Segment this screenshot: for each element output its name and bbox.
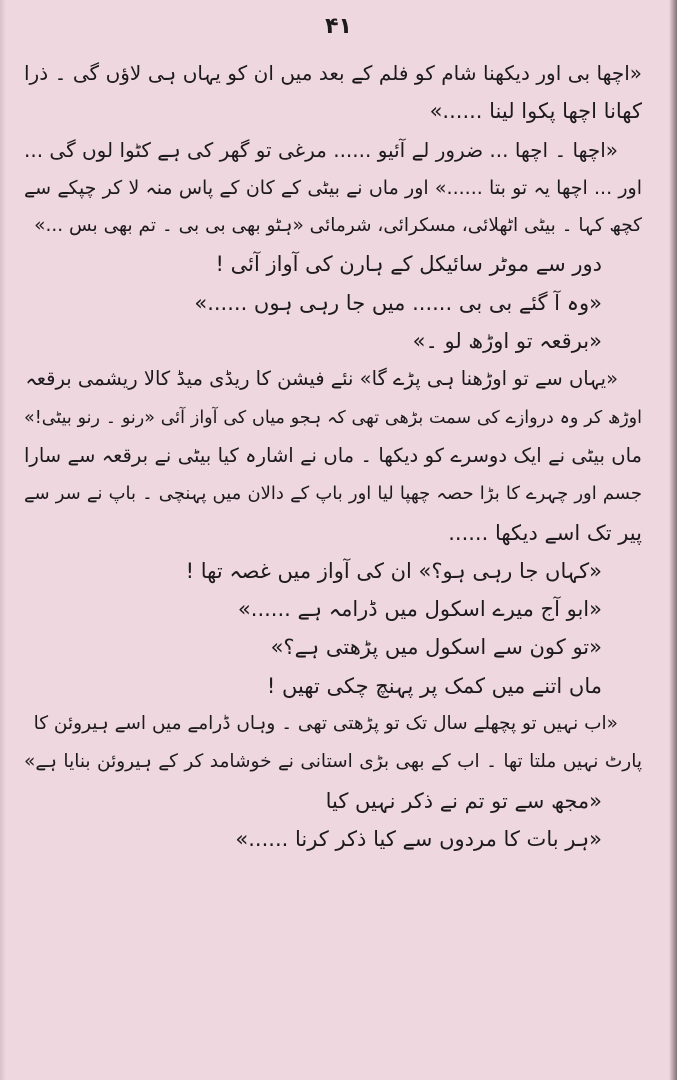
text-line: ماں اتنے میں کمک پر پہنچ چکی تھیں ! — [266, 673, 602, 698]
page-edge-shadow — [669, 0, 677, 1080]
text-line: پیر تک اسے دیکھا ...... — [448, 520, 642, 545]
text-line: «اب نہیں تو پچھلے سال تک تو پڑھتی تھی ۔ وہاں ڈرامے میں اسے ہیروئن کا — [33, 713, 618, 735]
text-line: «یہاں سے تو اوڑھنا ہی پڑے گا» نئے فیشن کا ریڈی میڈ کالا ریشمی برقعہ — [25, 367, 618, 391]
text-line: «ہر بات کا مردوں سے کیا ذکر کرنا ......» — [235, 826, 602, 851]
text-line: «ابو آج میرے اسکول میں ڈرامہ ہے ......» — [237, 597, 602, 622]
text-line: دور سے موٹر سائیکل کے ہارن کی آواز آئی ! — [215, 252, 602, 277]
text-line: پارٹ نہیں ملتا تھا ۔ اب کے بھی بڑی استانی نے خوشامد کر کے ہیروئن بنایا ہے» — [24, 751, 642, 773]
page-number: ۴۱ — [325, 14, 352, 39]
text-line: «برقعہ تو اوڑھ لو ۔» — [412, 329, 602, 354]
text-line: «کہاں جا رہی ہو؟» ان کی آواز میں غصہ تھا ! — [185, 558, 602, 583]
text-line: «اچھا ۔ اچھا ... ضرور لے آئیو ...... مرغی تو گھر کی ہے کٹوا لوں گی ... — [24, 137, 618, 162]
text-line: کچھ کہا ۔ بیٹی اٹھلائی، مسکرائی، شرمائی «ہٹو بھی بی بی ۔ تم بھی بس ...» — [34, 215, 642, 237]
text-line: اور ... اچھا یہ تو بتا ......» اور ماں نے بیٹی کے کان کے پاس منہ لا کر چپکے سے — [24, 176, 642, 199]
text-line: «اچھا بی اور دیکھنا شام کو فلم کے بعد میں ان کو یہاں ہی لاؤں گی ۔ ذرا — [24, 61, 642, 85]
text-line: اوڑھ کر وہ دروازے کی سمت بڑھی تھی کہ ہجو میاں کی آواز آئی «رنو ۔ رنو بیٹی!» — [24, 407, 642, 428]
text-line: «تو کون سے اسکول میں پڑھتی ہے؟» — [270, 635, 602, 660]
body-text — [24, 54, 642, 858]
text-line: کھانا اچھا پکوا لینا ......» — [429, 99, 642, 124]
text-line: «وہ آ گئے بی بی ...... میں جا رہی ہوں ......» — [194, 290, 602, 315]
text-line: «مجھ سے تو تم نے ذکر نہیں کیا — [325, 788, 602, 813]
text-line: جسم اور چہرے کا بڑا حصہ چھپا لیا اور باپ کے دالان میں پہنچی ۔ باپ نے سر سے — [24, 483, 642, 505]
page-gutter-shadow — [0, 0, 6, 1080]
text-line: ماں بیٹی نے ایک دوسرے کو دیکھا ۔ ماں نے اشارہ کیا بیٹی نے برقعہ سے سارا — [24, 443, 642, 467]
